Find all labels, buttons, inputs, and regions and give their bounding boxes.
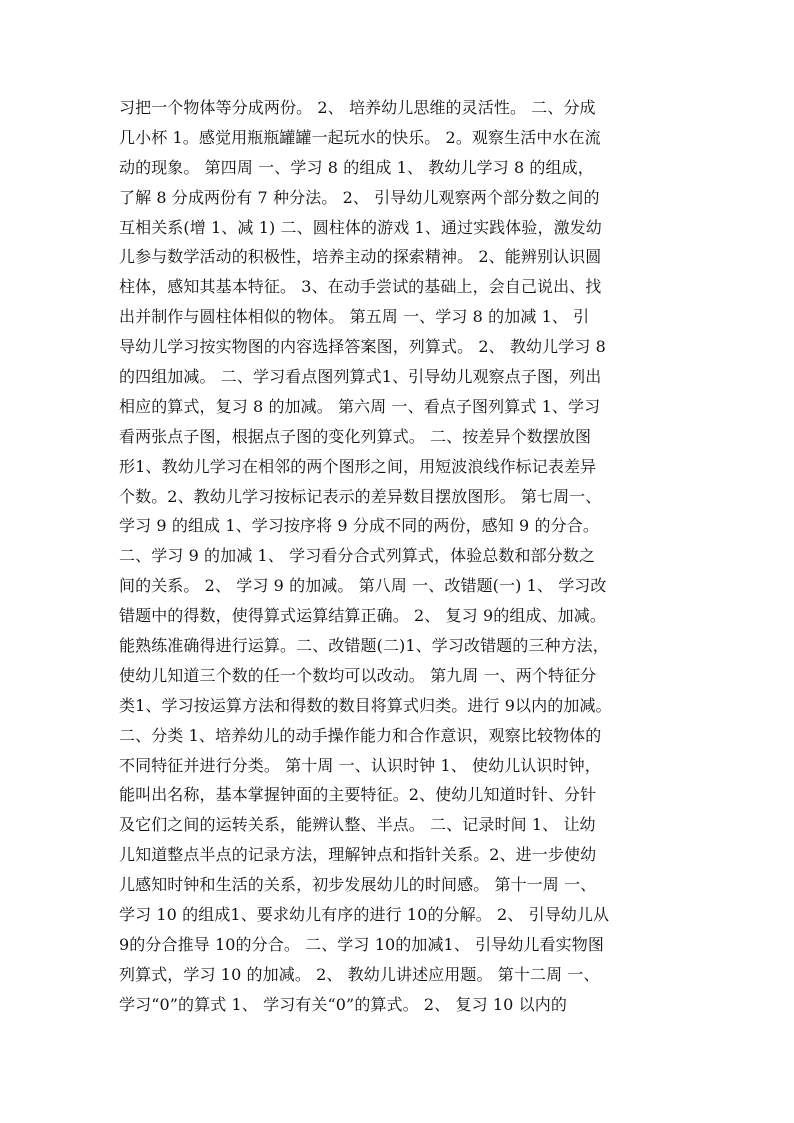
text-line: 二、分类 1、培养幼儿的动手操作能力和合作意识，观察比较物体的 bbox=[119, 725, 602, 745]
text-line: 二、学习 9 的加减 1、 学习看分合式列算式，体验总数和部分数之 bbox=[119, 546, 596, 566]
text-line: 了解 8 分成两份有 7 种分法。 2、 引导幼儿观察两个部分数之间的 bbox=[119, 187, 600, 207]
text-line: 的四组加减。 二、学习看点图列算式1、引导幼儿观察点子图，列出 bbox=[119, 367, 602, 387]
text-line: 学习“0”的算式 1、 学习有关“0”的算式。 2、 复习 10 以内的 bbox=[119, 994, 567, 1014]
body-text bbox=[119, 93, 685, 1020]
text-line: 儿参与数学活动的积极性，培养主动的探索精神。 2、能辨别认识圆 bbox=[119, 247, 602, 267]
text-line: 类1、学习按运算方法和得数的数目将算式归类。进行 9以内的加减。 bbox=[119, 695, 612, 715]
text-line: 学习 9 的组成 1、学习按序将 9 分成不同的两份，感知 9 的分合。 bbox=[119, 516, 599, 536]
text-line: 柱体，感知其基本特征。 3、在动手尝试的基础上，会自己说出、找 bbox=[119, 277, 602, 297]
text-line: 间的关系。 2、 学习 9 的加减。 第八周 一、改错题(一) 1、 学习改 bbox=[119, 576, 607, 596]
text-line: 习把一个物体等分成两份。 2、 培养幼儿思维的灵活性。 二、分成 bbox=[119, 98, 596, 117]
text-line: 列算式，学习 10 的加减。 2、 教幼儿讲述应用题。 第十二周 一、 bbox=[119, 964, 600, 984]
text-line: 学习 10 的组成1、要求幼儿有序的进行 10的分解。 2、 引导幼儿从 bbox=[119, 905, 610, 925]
text-line: 儿感知时钟和生活的关系，初步发展幼儿的时间感。 第十一周 一、 bbox=[119, 875, 597, 895]
text-line: 不同特征并进行分类。 第十周 一、认识时钟 1、 使幼儿认识时钟， bbox=[119, 755, 601, 775]
text-line: 几小杯 1。感觉用瓶瓶罐罐一起玩水的快乐。 2。观察生活中水在流 bbox=[119, 127, 601, 147]
text-line: 动的现象。 第四周 一、学习 8 的组成 1、 教幼儿学习 8 的组成， bbox=[119, 157, 594, 177]
text-line: 使幼儿知道三个数的任一个数均可以改动。 第九周 一、两个特征分 bbox=[119, 665, 597, 685]
text-line: 互相关系(增 1、减 1) 二、圆柱体的游戏 1、通过实践体验，激发幼 bbox=[119, 217, 602, 237]
text-line: 儿知道整点半点的记录方法，理解钟点和指针关系。2、进一步使幼 bbox=[119, 845, 597, 865]
text-line: 错题中的得数，使得算式运算结算正确。 2、 复习 9的组成、加减。 bbox=[119, 606, 606, 626]
text-line: 个数。2、教幼儿学习按标记表示的差异数目摆放图形。 第七周一、 bbox=[119, 486, 602, 506]
text-line: 出并制作与圆柱体相似的物体。 第五周 一、学习 8 的加减 1、 引 bbox=[119, 307, 590, 327]
text-line: 导幼儿学习按实物图的内容选择答案图，列算式。 2、 教幼儿学习 8 bbox=[119, 337, 606, 357]
text-line: 9的分合推导 10的分合。 二、学习 10的加减1、 引导幼儿看实物图 bbox=[119, 934, 604, 954]
text-line: 能熟练准确得进行运算。二、改错题(二)1、学习改错题的三种方法， bbox=[119, 636, 609, 656]
text-line: 能叫出名称，基本掌握钟面的主要特征。2、使幼儿知道时针、分针 bbox=[119, 785, 597, 805]
text-line: 相应的算式，复习 8 的加减。 第六周 一、看点子图列算式 1、学习 bbox=[119, 396, 601, 416]
text-line: 看两张点子图，根据点子图的变化列算式。 二、按差异个数摆放图 bbox=[119, 426, 592, 446]
text-line: 及它们之间的运转关系，能辨认整、半点。 二、记录时间 1、 让幼 bbox=[119, 815, 596, 835]
text-line: 形1、教幼儿学习在相邻的两个图形之间，用短波浪线作标记表差异 bbox=[119, 456, 597, 476]
